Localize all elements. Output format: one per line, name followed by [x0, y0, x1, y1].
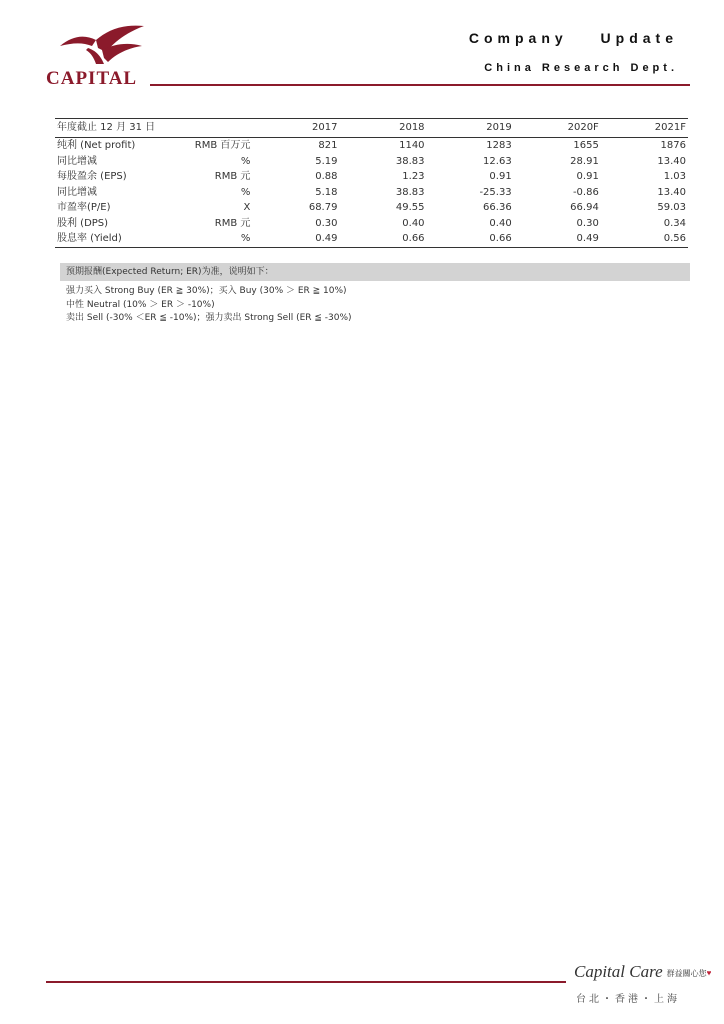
- department-subtitle: China Research Dept.: [484, 62, 678, 74]
- row-unit: RMB 元: [214, 171, 251, 182]
- column-header-2017: 2017: [312, 122, 338, 133]
- row-unit: %: [240, 155, 251, 167]
- rating-definitions: [66, 285, 352, 326]
- rating-line-neutral: 中性 Neutral (10% ＞ ER ＞ -10%): [66, 299, 215, 310]
- logo-text: CAPITAL: [46, 68, 138, 89]
- row-label: 市盈率(P/E): [57, 202, 111, 213]
- row-value: 38.83: [395, 186, 425, 198]
- row-value: 28.91: [570, 155, 599, 167]
- column-header-period: 年度截止 12 月 31 日: [57, 122, 156, 133]
- table-row: [55, 169, 688, 185]
- row-value: 49.55: [395, 202, 425, 213]
- table-row: [55, 216, 688, 232]
- footer-brand-cn: 群益關心您: [666, 968, 707, 978]
- row-value: 0.66: [402, 233, 425, 244]
- column-header-2021f: 2021F: [654, 122, 686, 133]
- row-label: 同比增减: [57, 186, 97, 198]
- row-value: 66.94: [570, 202, 599, 213]
- table-row: [55, 154, 688, 170]
- row-value: 0.30: [315, 217, 338, 229]
- header-divider: [150, 84, 690, 86]
- row-label: 股息率 (Yield): [57, 233, 122, 244]
- footer-divider: [46, 981, 566, 983]
- row-value: 68.79: [308, 202, 338, 213]
- row-value: 0.66: [489, 233, 512, 244]
- row-unit: RMB 百万元: [194, 140, 251, 151]
- rating-definition-header: 预期报酬(Expected Return; ER)为准，说明如下：: [60, 263, 690, 281]
- row-value: 59.03: [657, 202, 686, 213]
- row-label: 每股盈余 (EPS): [57, 171, 127, 182]
- financial-summary-table: [55, 118, 688, 248]
- row-unit: %: [240, 186, 251, 198]
- table-row: [55, 231, 688, 247]
- row-value: 13.40: [657, 186, 686, 198]
- table-header-row: [55, 119, 688, 138]
- row-value: 0.88: [315, 171, 338, 182]
- row-value: 0.40: [489, 217, 512, 229]
- row-label: 纯利 (Net profit): [57, 140, 136, 151]
- row-value: 0.49: [315, 233, 338, 244]
- company-logo: [46, 24, 154, 89]
- row-value: 821: [318, 140, 338, 151]
- row-value: 0.40: [402, 217, 425, 229]
- eagle-logo-icon: [58, 24, 150, 68]
- row-value: 1655: [573, 140, 599, 151]
- row-value: 0.34: [663, 217, 686, 229]
- footer-brand-name: Capital Care: [574, 962, 663, 981]
- rating-line-buy: 强力买入 Strong Buy (ER ≧ 30%)；买入 Buy (30% ＞ ER ≧ 10%): [66, 286, 347, 296]
- column-header-2020f: 2020F: [567, 122, 599, 133]
- row-value: 38.83: [395, 155, 425, 167]
- row-label: 股利 (DPS): [57, 217, 109, 229]
- row-value: 0.49: [576, 233, 599, 244]
- row-value: -25.33: [479, 186, 512, 198]
- column-header-unit: [188, 119, 252, 138]
- row-value: 13.40: [657, 155, 686, 167]
- footer-office-cities: 台北・香港・上海: [576, 994, 680, 1005]
- row-value: 12.63: [483, 155, 512, 167]
- row-value: 5.18: [315, 186, 338, 198]
- table-row: [55, 200, 688, 216]
- row-unit: %: [240, 233, 251, 244]
- row-label: 同比增减: [57, 155, 97, 167]
- row-value: 66.36: [483, 202, 512, 213]
- row-value: 1283: [486, 140, 512, 151]
- table-row: [55, 138, 688, 154]
- row-value: -0.86: [572, 186, 599, 198]
- heart-icon: ♥: [706, 968, 712, 978]
- column-header-2018: 2018: [399, 122, 425, 133]
- row-value: 0.30: [576, 217, 599, 229]
- row-value: 1.23: [402, 171, 425, 182]
- report-type-title: Company Update: [468, 30, 678, 46]
- table-row: [55, 185, 688, 201]
- row-value: 5.19: [315, 155, 338, 167]
- row-unit: RMB 元: [214, 217, 251, 229]
- row-unit: X: [243, 202, 251, 213]
- row-value: 0.91: [576, 171, 599, 182]
- row-value: 1140: [399, 140, 425, 151]
- rating-line-sell: 卖出 Sell (-30% ＜ER ≦ -10%)；强力卖出 Strong Sell (ER ≦ -30%): [66, 313, 352, 323]
- row-value: 1.03: [663, 171, 686, 182]
- column-header-2019: 2019: [486, 122, 512, 133]
- row-value: 1876: [660, 140, 686, 151]
- footer-brand: [574, 962, 711, 982]
- row-value: 0.56: [663, 233, 686, 244]
- row-value: 0.91: [489, 171, 512, 182]
